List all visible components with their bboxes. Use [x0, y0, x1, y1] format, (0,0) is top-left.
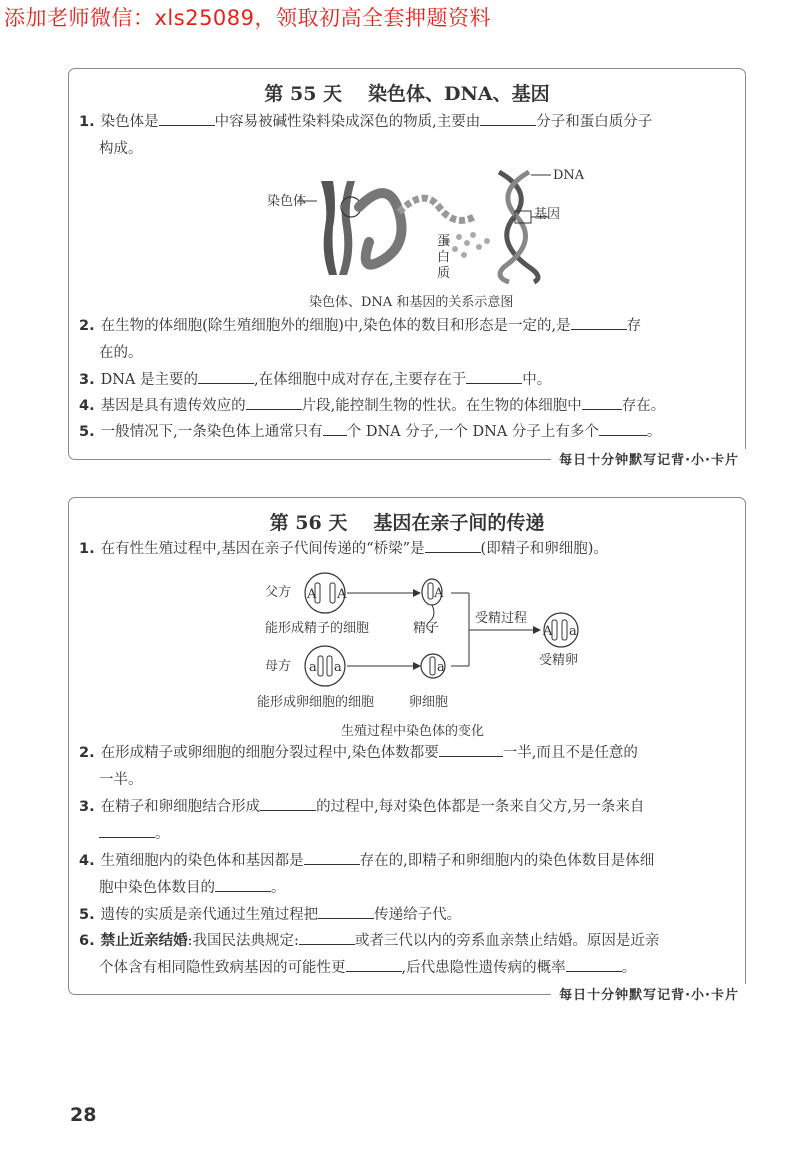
gene-a-label: a — [569, 624, 577, 639]
card-footer: 每日十分钟默写记背·小·卡片 — [551, 449, 747, 468]
question-text: 中容易被碱性染料染成深色的物质,主要由 — [214, 114, 481, 130]
question-1 — [79, 536, 737, 563]
card-day: 第 56 天 — [269, 512, 348, 534]
question-text: 在精子和卵细胞结合形成 — [100, 799, 261, 815]
question-number: 1. — [79, 541, 95, 557]
card-title — [69, 79, 745, 105]
answer-blank[interactable] — [480, 109, 536, 126]
question-text: 或者三代以内的旁系血亲禁止结婚。原因是近亲 — [354, 933, 660, 949]
question-text: 在生物的体细胞(除生殖细胞外的细胞)中,染色体的数目和形态是一定的,是 — [100, 318, 571, 334]
answer-blank[interactable] — [215, 875, 271, 892]
gene-a-label: a — [309, 660, 317, 675]
question-text: 片段,能控制生物的性状。在生物的体细胞中 — [301, 398, 582, 414]
label-gene: 基因 — [534, 207, 561, 222]
label-father: 父方 — [265, 585, 292, 600]
question-text: ,在体细胞中成对存在,主要存在于 — [254, 372, 467, 388]
gene-a-label: a — [437, 660, 445, 675]
watermark-text: 添加老师微信：xls25089，领取初高全套押题资料 — [4, 6, 492, 30]
question-number: 1. — [79, 114, 95, 130]
question-text: 个体含有相同隐性致病基因的可能性更 — [99, 960, 346, 976]
question-text: 存在的,即精子和卵细胞内的染色体数目是体细 — [359, 853, 655, 869]
label-protein-3: 质 — [437, 266, 451, 281]
page-number: 28 — [70, 1104, 97, 1126]
question-text: ,后代患隐性遗传病的概率 — [401, 960, 566, 976]
question-text: 染色体是 — [100, 114, 159, 130]
question-number: 2. — [79, 318, 95, 334]
gene-A-label: A — [337, 587, 347, 602]
label-zygote: 受精卵 — [539, 653, 579, 668]
question-text: :我国民法典规定: — [187, 933, 299, 949]
answer-blank[interactable] — [318, 902, 374, 919]
chromosome-dna-gene-figure — [259, 167, 585, 282]
answer-blank[interactable] — [571, 313, 627, 330]
card-day-56 — [68, 497, 746, 1003]
label-mother: 母方 — [265, 659, 292, 674]
question-3 — [79, 367, 737, 394]
label-sperm-cell: 能形成精子的细胞 — [265, 621, 370, 636]
question-number: 5. — [79, 907, 95, 923]
question-number: 4. — [79, 398, 95, 414]
question-text: (即精子和卵细胞)。 — [480, 541, 608, 557]
question-6 — [79, 928, 737, 982]
answer-blank[interactable] — [439, 740, 503, 757]
question-text: 。 — [271, 880, 286, 896]
answer-blank[interactable] — [198, 367, 254, 384]
card-day-55 — [68, 68, 746, 468]
card-day: 第 55 天 — [264, 83, 343, 105]
question-text: 存 — [626, 318, 642, 334]
question-text: 存在。 — [621, 398, 666, 414]
question-number: 3. — [79, 372, 95, 388]
question-text: 个 DNA 分子,一个 DNA 分子上有多个 — [346, 424, 599, 440]
reproduction-figure — [257, 572, 597, 722]
label-fertilization: 受精过程 — [475, 611, 528, 626]
answer-blank[interactable] — [304, 848, 360, 865]
card-topic: 基因在亲子间的传递 — [373, 512, 545, 534]
question-text: 。 — [646, 424, 662, 440]
question-text: 构成。 — [99, 141, 143, 157]
figure-caption: 生殖过程中染色体的变化 — [341, 724, 485, 739]
label-protein-2: 白 — [437, 250, 451, 265]
question-5 — [79, 902, 737, 929]
question-text: 一半,而且不是任意的 — [502, 745, 638, 761]
question-text: 基因是具有遗传效应的 — [100, 398, 246, 414]
question-2 — [79, 313, 737, 367]
answer-blank[interactable] — [159, 109, 215, 126]
gene-A-label: A — [543, 624, 553, 639]
card-title — [69, 508, 745, 534]
question-text: 传递给子代。 — [374, 907, 462, 923]
answer-blank[interactable] — [323, 419, 347, 436]
question-5 — [79, 419, 737, 446]
question-number: 6. — [79, 933, 95, 949]
question-text: 。 — [155, 826, 170, 842]
question-text: 在形成精子或卵细胞的细胞分裂过程中,染色体数都要 — [100, 745, 439, 761]
question-text: 生殖细胞内的染色体和基因都是 — [100, 853, 304, 869]
answer-blank[interactable] — [599, 419, 647, 436]
question-text: 一般情况下,一条染色体上通常只有 — [100, 424, 323, 440]
answer-blank[interactable] — [425, 536, 481, 553]
question-number: 2. — [79, 745, 95, 761]
question-2 — [79, 740, 737, 794]
label-egg-cell: 能形成卵细胞的细胞 — [257, 695, 375, 710]
answer-blank[interactable] — [246, 393, 302, 410]
question-text: 。 — [621, 960, 637, 976]
card-footer: 每日十分钟默写记背·小·卡片 — [551, 984, 747, 1003]
question-1 — [79, 109, 737, 163]
answer-blank[interactable] — [299, 928, 355, 945]
answer-blank[interactable] — [346, 955, 402, 972]
question-3 — [79, 794, 737, 848]
gene-A-label: A — [307, 587, 317, 602]
question-text: 一半。 — [99, 772, 143, 788]
gene-a-label: a — [334, 660, 342, 675]
label-sperm: 精子 — [413, 621, 440, 636]
question-lead: 禁止近亲结婚 — [100, 933, 188, 949]
gene-A-label: A — [434, 586, 444, 601]
question-text: 在的。 — [99, 345, 143, 361]
question-text: 分子和蛋白质分子 — [536, 114, 653, 130]
answer-blank[interactable] — [566, 955, 622, 972]
question-text: 在有性生殖过程中,基因在亲子代间传递的“桥梁”是 — [100, 541, 425, 557]
label-chromosome: 染色体 — [267, 194, 307, 209]
answer-blank[interactable] — [466, 367, 522, 384]
card-topic: 染色体、DNA、基因 — [368, 83, 550, 105]
question-number: 4. — [79, 853, 95, 869]
question-text: DNA 是主要的 — [100, 372, 199, 388]
label-egg: 卵细胞 — [409, 695, 449, 710]
question-text: 胞中染色体数目的 — [99, 880, 215, 896]
label-protein-1: 蛋 — [437, 234, 451, 249]
answer-blank[interactable] — [260, 794, 316, 811]
question-4 — [79, 393, 737, 420]
label-dna: DNA — [553, 168, 585, 183]
question-number: 3. — [79, 799, 95, 815]
question-text: 中。 — [522, 372, 552, 388]
question-4 — [79, 848, 737, 902]
figure-caption: 染色体、DNA 和基因的关系示意图 — [309, 295, 514, 310]
answer-blank[interactable] — [99, 821, 155, 838]
answer-blank[interactable] — [582, 393, 622, 410]
question-text: 遗传的实质是亲代通过生殖过程把 — [100, 907, 319, 923]
question-text: 的过程中,每对染色体都是一条来自父方,另一条来自 — [316, 799, 645, 815]
question-number: 5. — [79, 424, 95, 440]
